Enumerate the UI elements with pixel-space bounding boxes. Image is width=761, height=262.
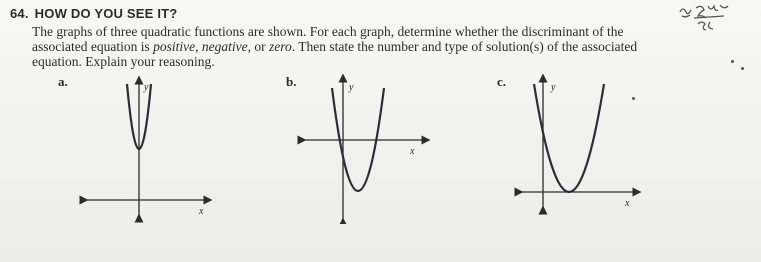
graph-a-label: a. — [58, 74, 68, 89]
italic-term: zero — [268, 39, 292, 54]
instruction-text: The graphs of three quadratic functions are shown. For each graph, determine whether the discriminant of the associated equation is — [32, 24, 624, 54]
graph-c-label: c. — [497, 74, 507, 89]
problem-number: 64. — [10, 6, 29, 21]
problem-64 — [10, 6, 710, 69]
y-axis-label: y — [144, 82, 149, 93]
y-axis-label: y — [349, 82, 354, 93]
problem-instructions — [32, 24, 662, 69]
x-axis-label: x — [199, 206, 204, 217]
parabola-curve — [534, 84, 604, 192]
x-axis-label: x — [410, 146, 415, 157]
italic-term: positive — [153, 39, 196, 54]
problem-title: HOW DO YOU SEE IT? — [34, 6, 178, 21]
graph-a-plot — [58, 74, 218, 224]
graph-b-panel — [286, 74, 436, 224]
handwritten-margin-note — [676, 2, 736, 38]
italic-term: negative — [201, 39, 248, 54]
y-axis-label: y — [551, 82, 556, 93]
graph-c-plot — [497, 74, 647, 224]
x-axis-label: x — [625, 198, 630, 209]
instruction-text: , — [195, 39, 202, 54]
graph-b-plot — [286, 74, 436, 224]
graph-c-panel — [497, 74, 647, 224]
graph-a-panel — [58, 74, 218, 224]
instruction-text: . Then state the number and type of solution(s) of the associated equation. Explain your reasoning. — [32, 39, 638, 69]
graph-b-label: b. — [286, 74, 297, 89]
pencil-dot — [731, 60, 734, 63]
pencil-dot — [741, 67, 744, 70]
problem-heading — [10, 6, 710, 21]
instruction-text: , or — [247, 39, 269, 54]
